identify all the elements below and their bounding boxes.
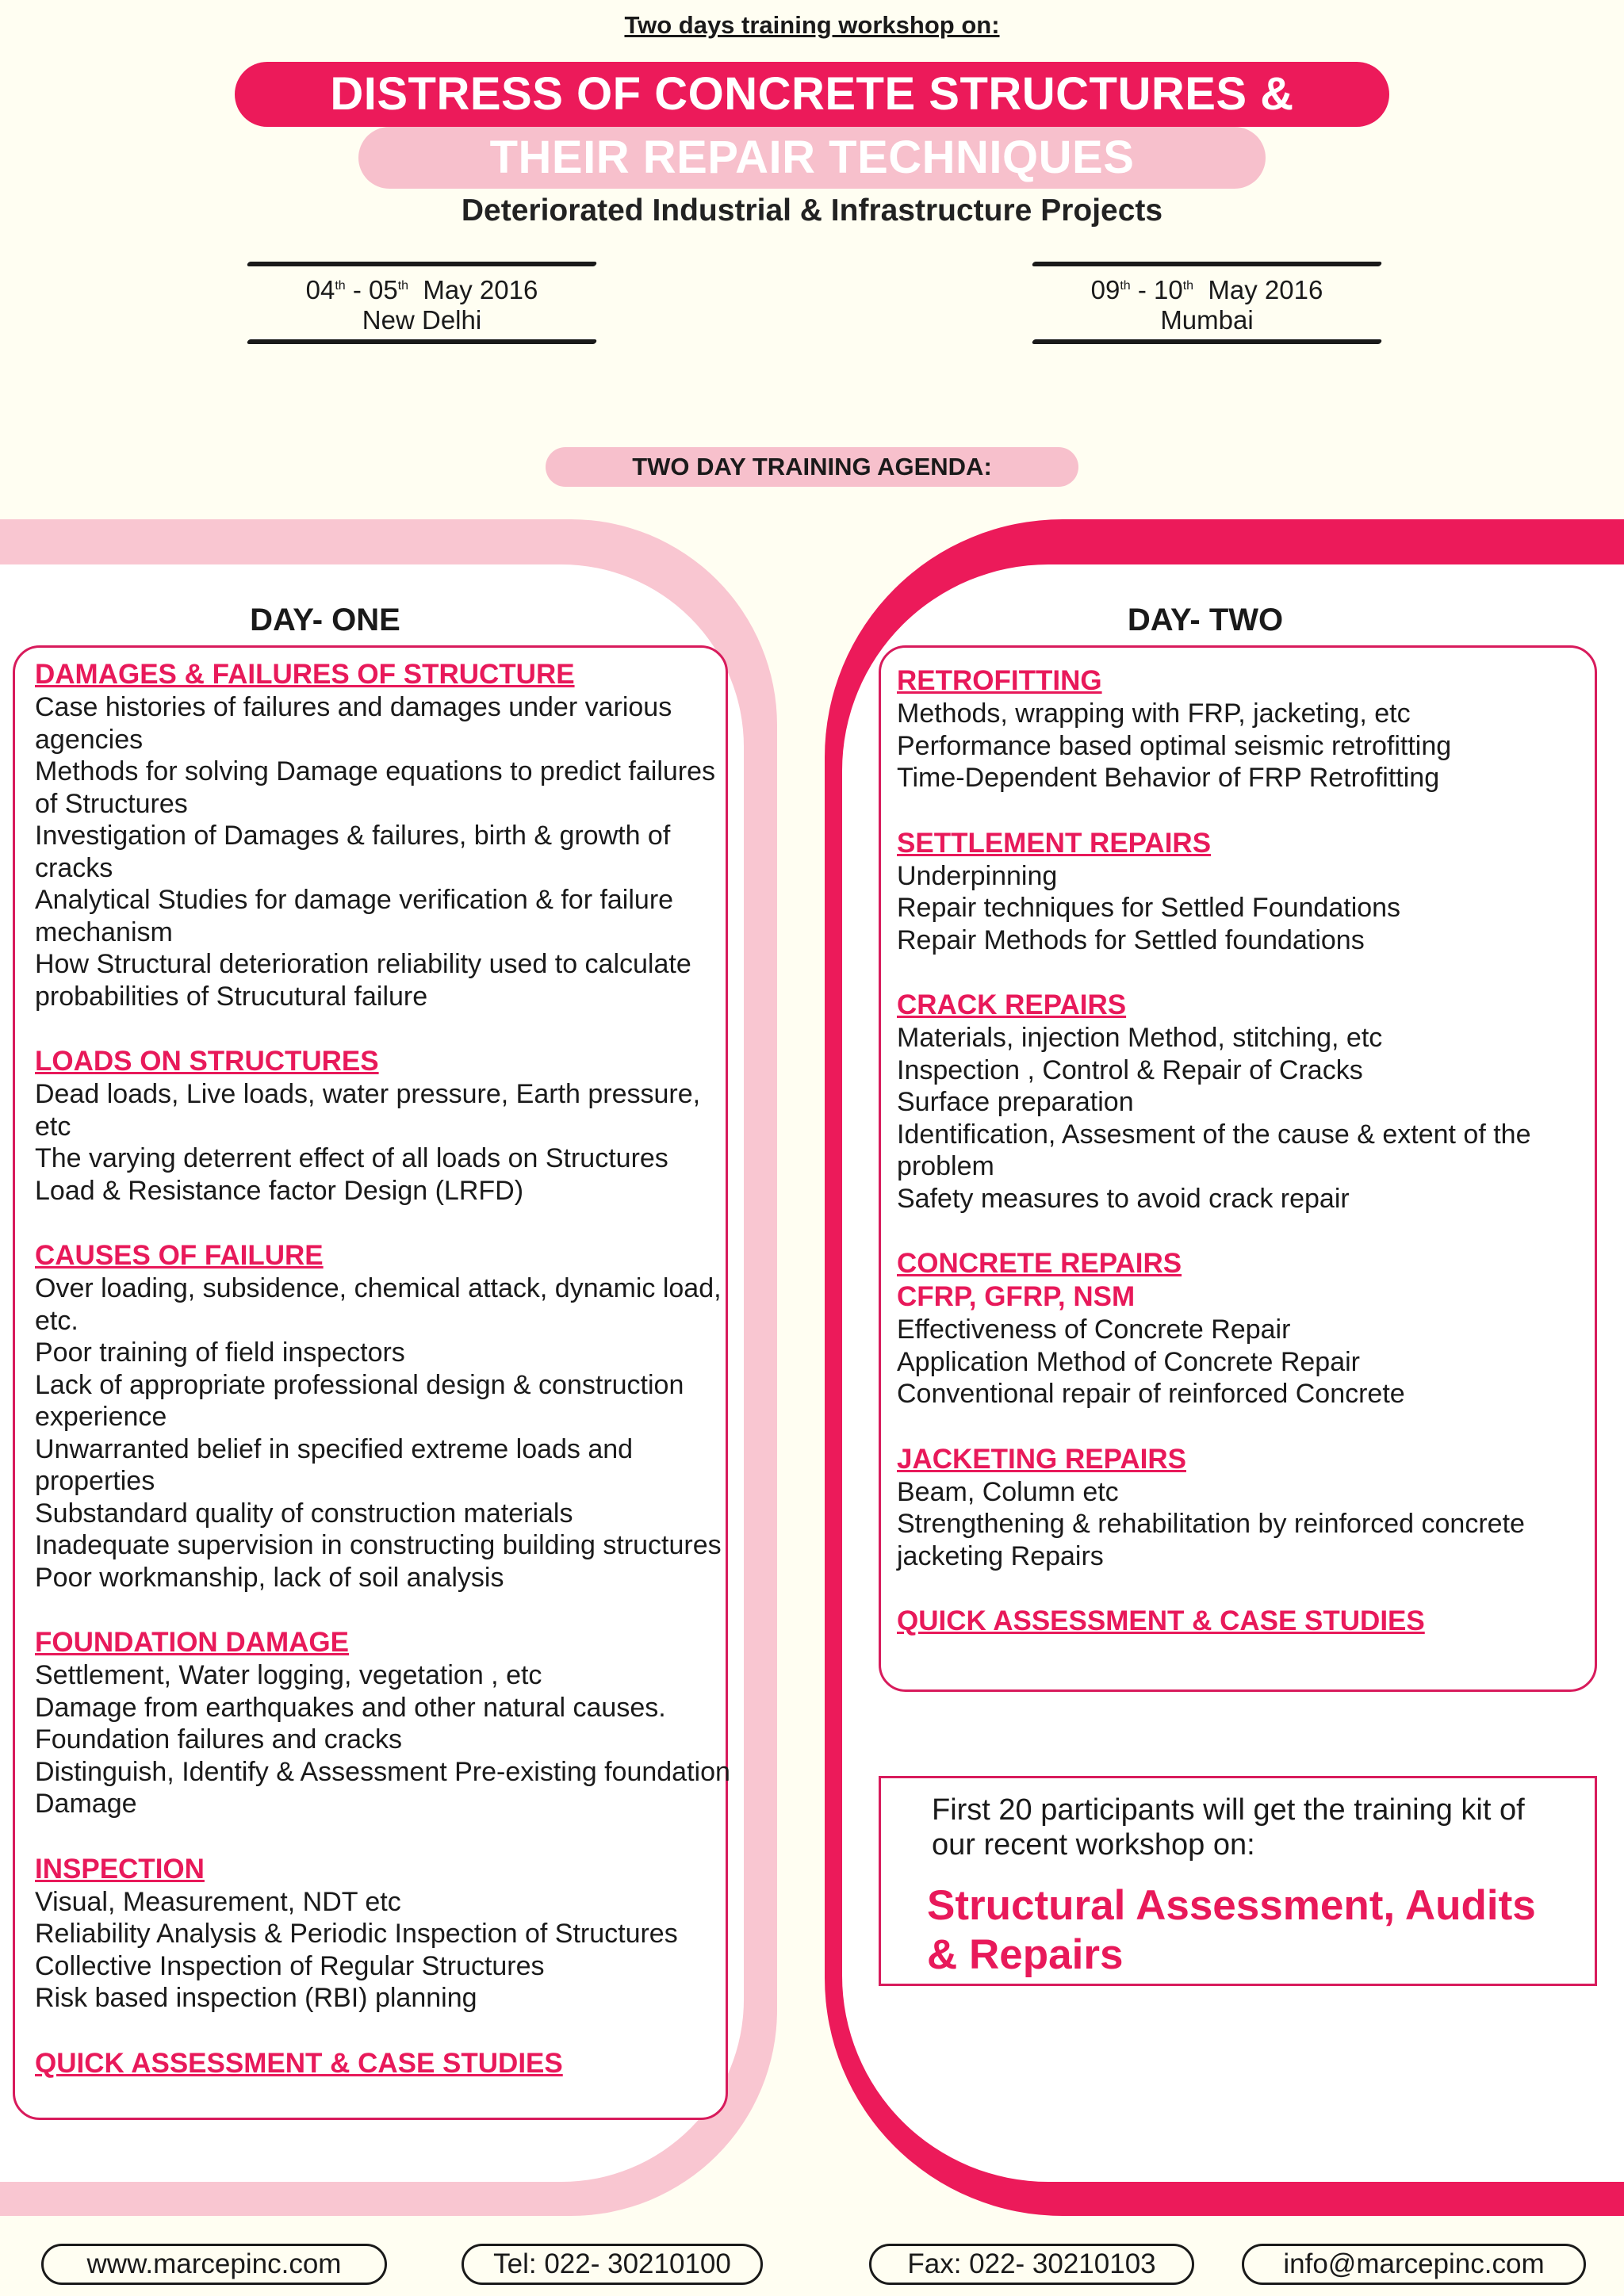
- list-item: How Structural deterioration reliability used to calculate probabilities of Strucutural failure: [35, 949, 691, 1012]
- list-item: Repair Methods for Settled foundations: [897, 924, 1365, 955]
- list-item: Reliability Analysis & Periodic Inspection of Structures: [35, 1919, 678, 1949]
- list-item: Analytical Studies for damage verification & for failure mechanism: [35, 885, 674, 947]
- list-item: Poor workmanship, lack of soil analysis: [35, 1562, 504, 1593]
- list-item: Settlement, Water logging, vegetation , etc: [35, 1660, 542, 1690]
- list-item: Methods for solving Damage equations to predict failures of Structures: [35, 756, 716, 819]
- day-one-section: [35, 1239, 741, 1594]
- section-heading: CRACK REPAIRS: [897, 989, 1127, 1020]
- list-item: Beam, Column etc: [897, 1476, 1119, 1507]
- list-item: The varying deterrent effect of all loads on Structures: [35, 1143, 668, 1173]
- section-heading: LOADS ON STRUCTURES: [35, 1046, 379, 1077]
- day-two-content: [897, 664, 1595, 1638]
- list-item: Effectiveness of Concrete Repair: [897, 1314, 1291, 1345]
- list-item: Load & Resistance factor Design (LRFD): [35, 1175, 524, 1206]
- title-line-1: DISTRESS OF CONCRETE STRUCTURES &: [235, 62, 1389, 127]
- day-one-section: [35, 1626, 741, 1820]
- day-two-closing: QUICK ASSESSMENT & CASE STUDIES: [897, 1605, 1425, 1636]
- list-item: Surface preparation: [897, 1087, 1134, 1117]
- event-city: New Delhi: [362, 305, 482, 335]
- list-item: Foundation failures and cracks: [35, 1724, 403, 1755]
- list-item: Substandard quality of construction materials: [35, 1498, 573, 1529]
- list-item: Investigation of Damages & failures, birth & growth of cracks: [35, 821, 671, 883]
- event-dates: 09th - 10th May 2016: [1090, 275, 1323, 304]
- top-label: Two days training workshop on:: [624, 11, 1000, 39]
- list-item: Conventional repair of reinforced Concrete: [897, 1379, 1405, 1409]
- list-item: Damage from earthquakes and other natural causes.: [35, 1692, 666, 1723]
- event-delhi: [247, 262, 596, 344]
- email-link[interactable]: info@marcepinc.com: [1242, 2244, 1586, 2285]
- list-item: Safety measures to avoid crack repair: [897, 1183, 1350, 1214]
- section-heading: SETTLEMENT REPAIRS: [897, 827, 1212, 859]
- list-item: Collective Inspection of Regular Structures: [35, 1950, 545, 1981]
- list-item: Case histories of failures and damages under various agencies: [35, 692, 672, 755]
- day-two-section: [897, 664, 1595, 794]
- section-heading: CAUSES OF FAILURE: [35, 1240, 324, 1271]
- list-item: Visual, Measurement, NDT etc: [35, 1886, 401, 1917]
- fax-number: Fax: 022- 30210103: [869, 2244, 1194, 2285]
- title-line-2: THEIR REPAIR TECHNIQUES: [358, 127, 1266, 189]
- list-item: Time-Dependent Behavior of FRP Retrofitting: [897, 763, 1440, 793]
- website-link[interactable]: www.marcepinc.com: [41, 2244, 387, 2285]
- section-heading: FOUNDATION DAMAGE: [35, 1627, 349, 1658]
- section-heading: INSPECTION: [35, 1853, 205, 1885]
- event-city: Mumbai: [1160, 305, 1254, 335]
- list-item: Poor training of field inspectors: [35, 1337, 405, 1368]
- day-one-section: [35, 1045, 741, 1207]
- section-heading: DAMAGES & FAILURES OF STRUCTURE: [35, 659, 575, 690]
- list-item: Identification, Assesment of the cause & extent of the problem: [897, 1119, 1531, 1181]
- training-kit-title: Structural Assessment, Audits & Repairs: [927, 1882, 1536, 1978]
- event-mumbai: [1032, 262, 1381, 344]
- event-dates: 04th - 05th May 2016: [305, 275, 538, 304]
- training-kit-intro: First 20 participants will get the training kit of our recent workshop on:: [932, 1793, 1525, 1862]
- day-one-section: [35, 1853, 741, 2015]
- day-two-title: DAY- TWO: [1127, 603, 1284, 637]
- training-kit-box: [879, 1776, 1597, 1986]
- day-two-section: [897, 989, 1595, 1215]
- section-heading: JACKETING REPAIRS: [897, 1443, 1186, 1475]
- list-item: Methods, wrapping with FRP, jacketing, etc: [897, 698, 1411, 729]
- list-item: Repair techniques for Settled Foundations: [897, 893, 1401, 923]
- day-two-section: [897, 1443, 1595, 1573]
- list-item: Distinguish, Identify & Assessment Pre-existing foundation Damage: [35, 1756, 730, 1819]
- day-one-title: DAY- ONE: [250, 603, 400, 637]
- list-item: Inspection , Control & Repair of Cracks: [897, 1054, 1363, 1085]
- list-item: Strengthening & rehabilitation by reinforced concrete jacketing Repairs: [897, 1509, 1525, 1571]
- list-item: Underpinning: [897, 860, 1058, 891]
- list-item: Performance based optimal seismic retrofitting: [897, 730, 1452, 761]
- day-one-content: [35, 658, 741, 2080]
- day-one-closing: QUICK ASSESSMENT & CASE STUDIES: [35, 2047, 563, 2079]
- list-item: Materials, injection Method, stitching, etc: [897, 1023, 1383, 1053]
- section-heading: RETROFITTING: [897, 665, 1102, 696]
- list-item: Over loading, subsidence, chemical attack, dynamic load, etc.: [35, 1273, 722, 1336]
- list-item: Unwarranted belief in specified extreme loads and properties: [35, 1433, 634, 1496]
- list-item: Inadequate supervision in constructing building structures: [35, 1530, 722, 1560]
- list-item: Dead loads, Live loads, water pressure, Earth pressure, etc: [35, 1079, 701, 1142]
- section-subheading: CFRP, GFRP, NSM: [897, 1281, 1136, 1312]
- list-item: Application Method of Concrete Repair: [897, 1346, 1360, 1377]
- phone-number: Tel: 022- 30210100: [462, 2244, 763, 2285]
- list-item: Risk based inspection (RBI) planning: [35, 1983, 477, 2013]
- section-heading: CONCRETE REPAIRS: [897, 1248, 1182, 1279]
- agenda-label: TWO DAY TRAINING AGENDA:: [546, 447, 1078, 487]
- day-two-section: [897, 1247, 1595, 1410]
- subtitle: Deteriorated Industrial & Infrastructure Projects: [461, 193, 1163, 228]
- day-two-section: [897, 827, 1595, 957]
- day-one-section: [35, 658, 741, 1012]
- list-item: Lack of appropriate professional design & construction experience: [35, 1369, 684, 1432]
